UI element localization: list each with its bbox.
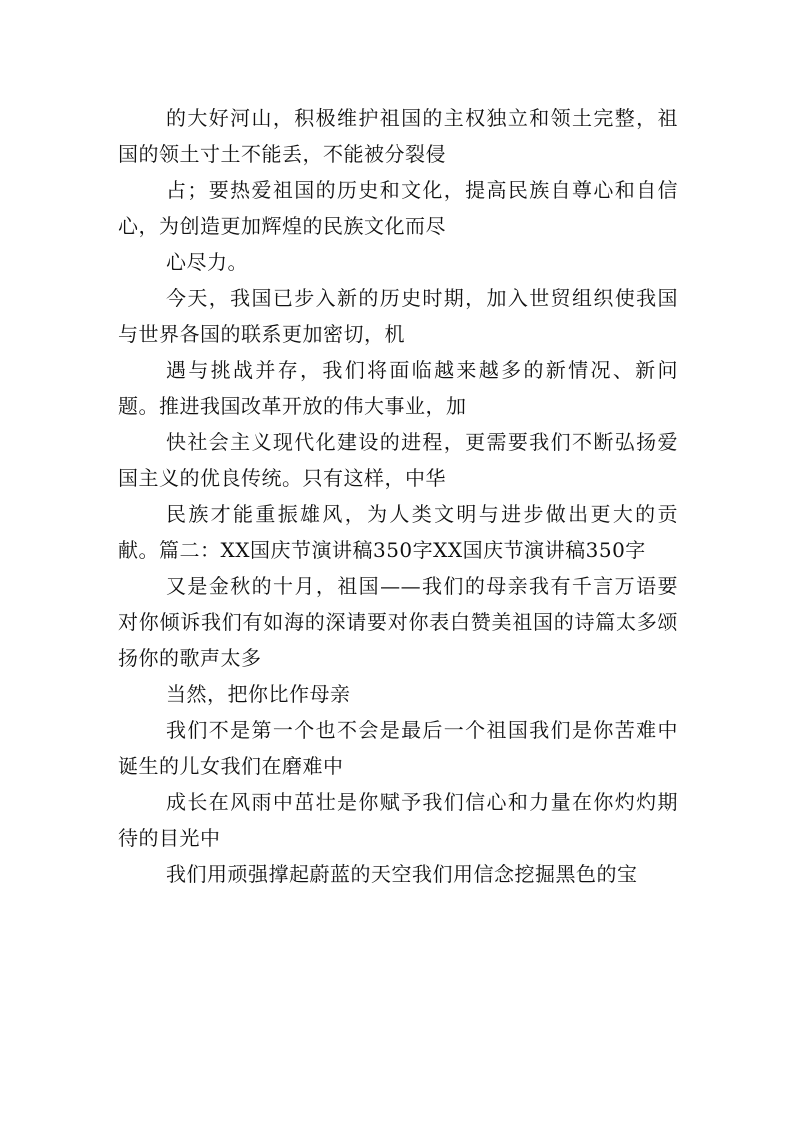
paragraph-2: 占；要热爱祖国的历史和文化，提高民族自尊心和自信心，为创造更加辉煌的民族文化而尽	[118, 178, 678, 238]
paragraph-12: 我们用顽强撑起蔚蓝的天空我们用信念挖掘黑色的宝	[166, 862, 638, 886]
paragraph-9: 当然，把你比作母亲	[166, 682, 351, 706]
paragraph-4: 今天，我国已步入新的历史时期，加入世贸组织使我国与世界各国的联系更加密切，机	[118, 286, 678, 346]
paragraph-6: 快社会主义现代化建设的进程，更需要我们不断弘扬爱国主义的优良传统。只有这样，中华	[118, 430, 678, 490]
paragraph-3: 心尽力。	[166, 250, 248, 274]
paragraph-11: 成长在风雨中茁壮是你赋予我们信心和力量在你灼灼期待的目光中	[118, 790, 678, 850]
paragraph-5: 遇与挑战并存，我们将面临越来越多的新情况、新问题。推进我国改革开放的伟大事业，加	[118, 358, 678, 418]
paragraph-7: 民族才能重振雄风，为人类文明与进步做出更大的贡献。篇二：XX国庆节演讲稿350字XX国庆节演讲稿350字	[118, 502, 678, 562]
paragraph-1: 的大好河山，积极维护祖国的主权独立和领土完整，祖国的领土寸土不能丢，不能被分裂侵	[118, 106, 678, 166]
document-body	[118, 100, 678, 892]
paragraph-10: 我们不是第一个也不会是最后一个祖国我们是你苦难中诞生的儿女我们在磨难中	[118, 718, 678, 778]
paragraph-8: 又是金秋的十月，祖国——我们的母亲我有千言万语要对你倾诉我们有如海的深请要对你表白赞美祖国的诗篇太多颂扬你的歌声太多	[118, 574, 678, 670]
